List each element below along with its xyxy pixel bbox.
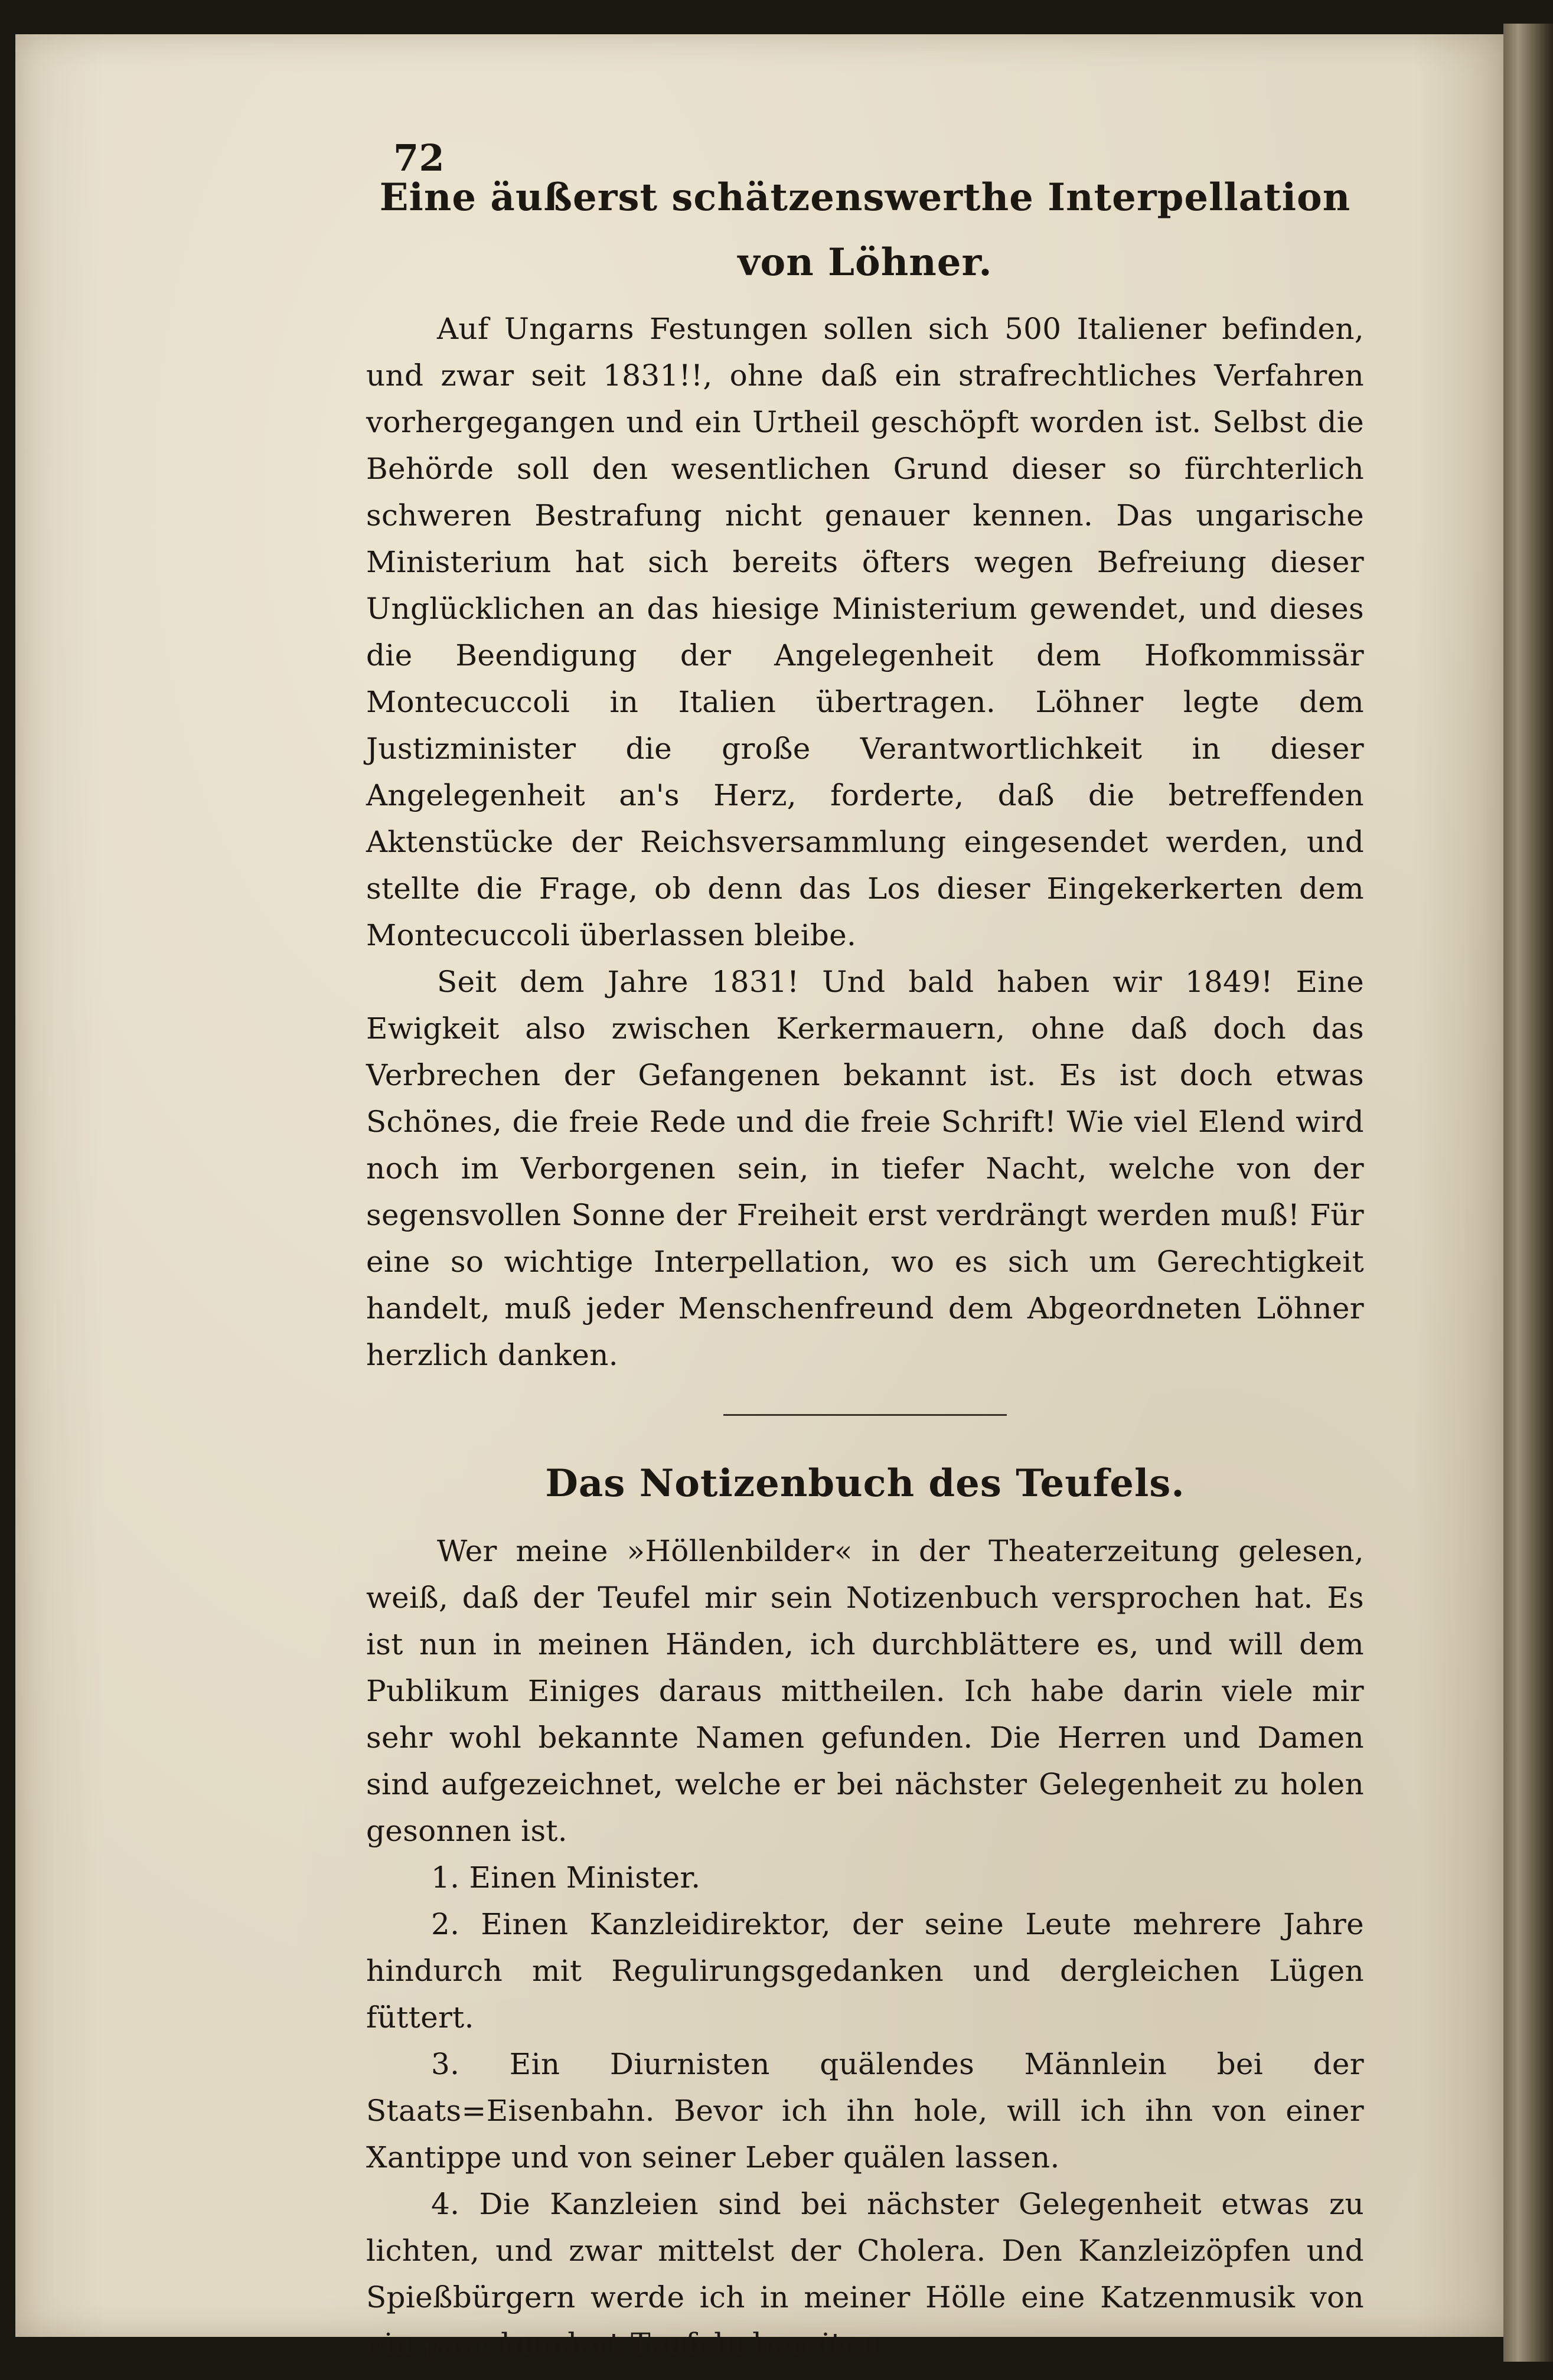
list-item: 1. Einen Minister.	[431, 1860, 701, 1895]
section-title-interpellation: Eine äußerst schätzenswerthe Interpellation von Löhner.	[379, 175, 1351, 285]
section-title-notizenbuch: Das Notizenbuch des Teufels.	[545, 1461, 1185, 1506]
list-item: 4. Die Kanzleien sind bei nächster Gelegenheit etwas zu lichten, und zwar mittelst der Cholera. Den Kanzleizöpfen und Spießbürgern werde ich in meiner Hölle eine Katzenmusik von ein paar hundert Teufeln bereiten.	[366, 2187, 1364, 2361]
section-interpellation	[366, 165, 1364, 1379]
section-notizenbuch	[366, 1451, 1364, 2368]
paragraph: Auf Ungarns Festungen sollen sich 500 Italiener befinden, und zwar seit 1831!!, ohne daß ein strafrechtliches Verfahren vorhergegangen und ein Urtheil geschöpft worden ist. Selbst die Behörde soll den wesentlichen Grund dieser so fürchterlich schweren Bestrafung nicht genauer kennen. Das ungarische Ministerium hat sich bereits öfters wegen Befreiung dieser Unglücklichen an das hiesige Ministerium gewendet, und dieses die Beendigung der Angelegenheit dem Hofkommissär Montecuccoli in Italien übertragen. Löhner legte dem Justizminister die große Verantwortlichkeit in dieser Angelegenheit an's Herz, forderte, daß die betreffenden Aktenstücke der Reichsversammlung eingesendet werden, und stellte die Frage, ob denn das Los dieser Eingekerkerten dem Montecuccoli überlassen bleibe.	[366, 312, 1364, 952]
book-edge	[1503, 24, 1553, 2362]
list-item: 2. Einen Kanzleidirektor, der seine Leute mehrere Jahre hindurch mit Regulirungsgedanken und dergleichen Lügen füttert.	[366, 1907, 1364, 2035]
paragraph: Wer meine »Höllenbilder« in der Theaterzeitung gelesen, weiß, daß der Teufel mir sein Notizenbuch versprochen hat. Es ist nun in meinen Händen, ich durchblättere es, und will dem Publikum Einiges daraus mittheilen. Ich habe darin viele mir sehr wohl bekannte Namen gefunden. Die Herren und Damen sind aufgezeichnet, welche er bei nächster Gelegenheit zu holen gesonnen ist.	[366, 1534, 1364, 1848]
numbered-list	[366, 1855, 1364, 2368]
list-item: 3. Ein Diurnisten quälendes Männlein bei der Staats=Eisenbahn. Bevor ich ihn hole, will ich ihn von einer Xantippe und von seiner Leber quälen lassen.	[366, 2047, 1364, 2175]
page-content	[366, 165, 1364, 2368]
paragraph: Seit dem Jahre 1831! Und bald haben wir 1849! Eine Ewigkeit also zwischen Kerkermauern, ohne daß doch das Verbrechen der Gefangenen bekannt ist. Es ist doch etwas Schönes, die freie Rede und die freie Schrift! Wie viel Elend wird noch im Verborgenen sein, in tiefer Nacht, welche von der segensvollen Sonne der Freiheit erst verdrängt werden muß! Für eine so wichtige Interpellation, wo es sich um Gerechtigkeit handelt, muß jeder Menschenfreund dem Abgeordneten Löhner herzlich danken.	[366, 965, 1364, 1372]
section-divider	[723, 1414, 1007, 1416]
page-number: 72	[393, 136, 445, 179]
